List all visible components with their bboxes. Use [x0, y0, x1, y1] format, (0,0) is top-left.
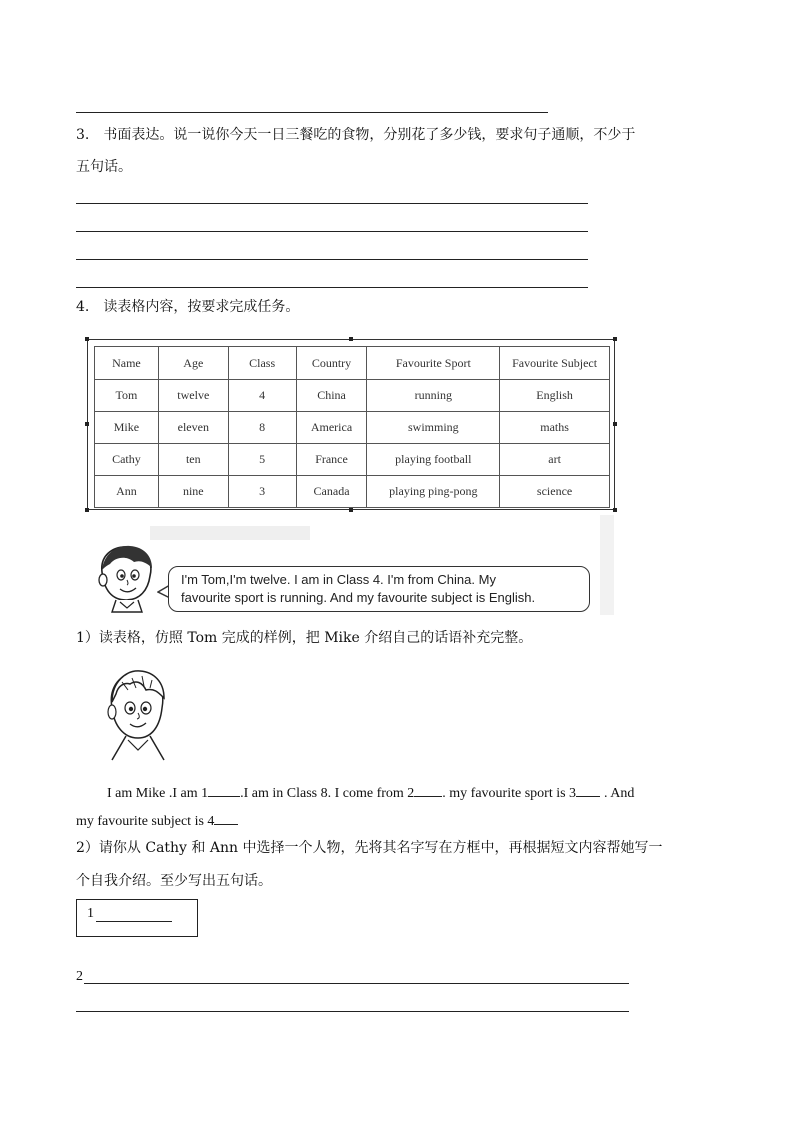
- table-cell: ten: [158, 444, 228, 476]
- answer-line-top: [76, 112, 548, 113]
- blank-3[interactable]: [576, 782, 600, 797]
- mike-sentence-line2: [76, 810, 238, 832]
- writing-line[interactable]: [84, 983, 629, 984]
- blank-4[interactable]: [214, 810, 238, 825]
- table-row: [95, 412, 610, 444]
- name-box-underline[interactable]: [96, 921, 172, 922]
- table-cell: maths: [500, 412, 610, 444]
- table-cell: playing ping-pong: [367, 476, 500, 508]
- table-header-row: [95, 347, 610, 380]
- table-cell: 5: [228, 444, 296, 476]
- speech-line2: favourite sport is running. And my favourite subject is English.: [181, 590, 536, 605]
- boy-tom-illustration: [94, 542, 160, 614]
- header-cell: Class: [228, 347, 296, 380]
- sentence-part: I am Mike .I am 1: [107, 786, 209, 801]
- table-cell: nine: [158, 476, 228, 508]
- table-row: [95, 380, 610, 412]
- header-cell: Favourite Subject: [500, 347, 610, 380]
- sentence-part: . my favourite sport is 3: [442, 786, 577, 801]
- writing-label: 2: [76, 969, 83, 984]
- task-2-instruction-line2: 个自我介绍。至少写出五句话。: [76, 873, 272, 889]
- speech-bubble: [168, 566, 590, 612]
- task-2-instruction-line1: 2）请你从 Cathy 和 Ann 中选择一个人物，先将其名字写在方框中，再根据短文内容帮她写一: [76, 840, 663, 856]
- table-cell: 3: [228, 476, 296, 508]
- question-3: [76, 125, 635, 145]
- table-cell: Mike: [95, 412, 159, 444]
- table-cell: English: [500, 380, 610, 412]
- table-cell: playing football: [367, 444, 500, 476]
- scan-artifact: [600, 515, 614, 615]
- speech-line1: I'm Tom,I'm twelve. I am in Class 4. I'm from China. My: [181, 572, 496, 587]
- table-row: [95, 476, 610, 508]
- boy-mike-illustration: [106, 668, 168, 762]
- name-box-label: 1: [87, 906, 94, 921]
- table-cell: art: [500, 444, 610, 476]
- question-4-number: 4.: [76, 299, 90, 315]
- table-row: [95, 444, 610, 476]
- table-cell: Canada: [296, 476, 367, 508]
- blank-1[interactable]: [208, 782, 240, 797]
- answer-line[interactable]: [76, 259, 588, 260]
- table-cell: Cathy: [95, 444, 159, 476]
- header-cell: Country: [296, 347, 367, 380]
- info-table: [94, 346, 610, 508]
- table-cell: running: [367, 380, 500, 412]
- question-4-text: 读表格内容，按要求完成任务。: [103, 299, 300, 315]
- answer-line[interactable]: [76, 287, 588, 288]
- mike-sentence-line1: [107, 782, 634, 804]
- sentence-part: . And: [604, 786, 635, 801]
- table-cell: America: [296, 412, 367, 444]
- question-4: [76, 297, 299, 317]
- table-cell: swimming: [367, 412, 500, 444]
- table-cell: China: [296, 380, 367, 412]
- table-cell: Ann: [95, 476, 159, 508]
- writing-line[interactable]: [76, 1011, 629, 1012]
- task-1-instruction: 1）读表格，仿照 Tom 完成的样例，把 Mike 介绍自己的话语补充完整。: [76, 630, 533, 646]
- blank-2[interactable]: [414, 782, 442, 797]
- question-3-text-line2: 五句话。: [76, 159, 132, 175]
- sentence-part: .I am in Class 8. I come from 2: [240, 786, 415, 801]
- question-3-number: 3.: [76, 127, 90, 143]
- sentence-part: my favourite subject is 4: [76, 814, 215, 829]
- table-cell: eleven: [158, 412, 228, 444]
- name-box[interactable]: [76, 899, 198, 937]
- scan-artifact: [150, 526, 310, 540]
- table-cell: 8: [228, 412, 296, 444]
- answer-line[interactable]: [76, 203, 588, 204]
- table-cell: France: [296, 444, 367, 476]
- header-cell: Name: [95, 347, 159, 380]
- table-cell: 4: [228, 380, 296, 412]
- question-3-text-line1: 书面表达。说一说你今天一日三餐吃的食物，分别花了多少钱，要求句子通顺，不少于: [103, 127, 636, 143]
- answer-line[interactable]: [76, 231, 588, 232]
- header-cell: Age: [158, 347, 228, 380]
- header-cell: Favourite Sport: [367, 347, 500, 380]
- table-cell: Tom: [95, 380, 159, 412]
- table-cell: science: [500, 476, 610, 508]
- table-cell: twelve: [158, 380, 228, 412]
